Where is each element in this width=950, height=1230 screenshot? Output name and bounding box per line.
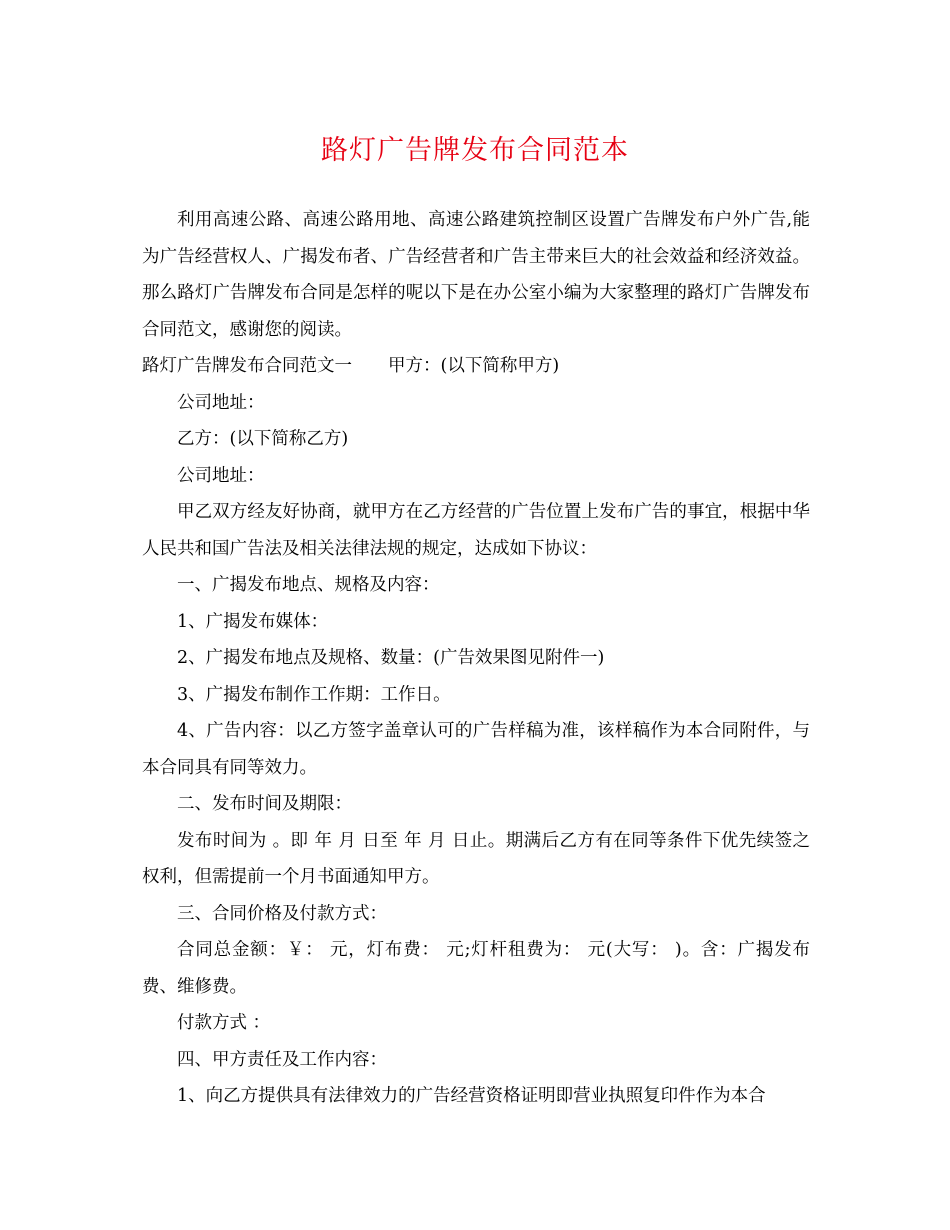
clause-1-3: 3、广揭发布制作工作期：工作日。 — [177, 684, 451, 705]
clause-4-1: 1、向乙方提供具有法律效力的广告经营资格证明即营业执照复印件作为本合 — [177, 1086, 766, 1106]
clause-1-4: 4、广告内容：以乙方签字盖章认可的广告样稿为准，该样稿作为本合同附件，与本合同具有同等效力。 — [142, 721, 810, 778]
clause-3-payment: 付款方式 ： — [177, 1013, 271, 1033]
clause-1-1: 1、广揭发布媒体： — [177, 611, 329, 632]
document-body — [142, 202, 810, 1115]
clause-2-term: 发布时间为 。即 年 月 日至 年 月 日止。期满后乙方有在同等条件下优先续签之权利，但需提前一个月书面通知甲方。 — [142, 830, 810, 887]
contract-heading-line — [142, 348, 810, 385]
clause-3-amount: 合同总金额：￥： 元，灯布费： 元;灯杆租费为： 元(大写： )。含：广揭发布费、维修费。 — [142, 940, 810, 997]
section-1-heading: 一、广揭发布地点、规格及内容： — [177, 575, 440, 595]
section-2-heading: 二、发布时间及期限： — [177, 794, 352, 814]
party-a-line: 甲方：(以下简称甲方) — [388, 356, 560, 376]
party-a-address: 公司地址： — [177, 392, 265, 413]
section-3-heading: 三、合同价格及付款方式： — [177, 903, 387, 924]
party-b-line: 乙方：(以下简称乙方) — [177, 429, 349, 449]
section-4-heading: 四、甲方责任及工作内容： — [177, 1049, 387, 1070]
intro-paragraph: 利用高速公路、高速公路用地、高速公路建筑控制区设置广告牌发布户外广告,能为广告经营权人、广揭发布者、广告经营者和广告主带来巨大的社会效益和经济效益。那么路灯广告牌发布合同是怎样的呢以下是在办公室小编为大家整理的路灯广告牌发布合同范文，感谢您的阅读。 — [142, 210, 810, 340]
clause-1-2: 2、广揭发布地点及规格、数量：(广告效果图见附件一) — [177, 648, 605, 668]
agreement-preamble: 甲乙双方经友好协商，就甲方在乙方经营的广告位置上发布广告的事宜，根据中华人民共和国广告法及相关法律法规的规定，达成如下协议： — [142, 502, 810, 559]
party-b-address: 公司地址： — [177, 465, 265, 486]
document-title: 路灯广告牌发布合同范本 — [321, 135, 629, 166]
contract-sample-heading: 路灯广告牌发布合同范文一 — [142, 356, 352, 376]
